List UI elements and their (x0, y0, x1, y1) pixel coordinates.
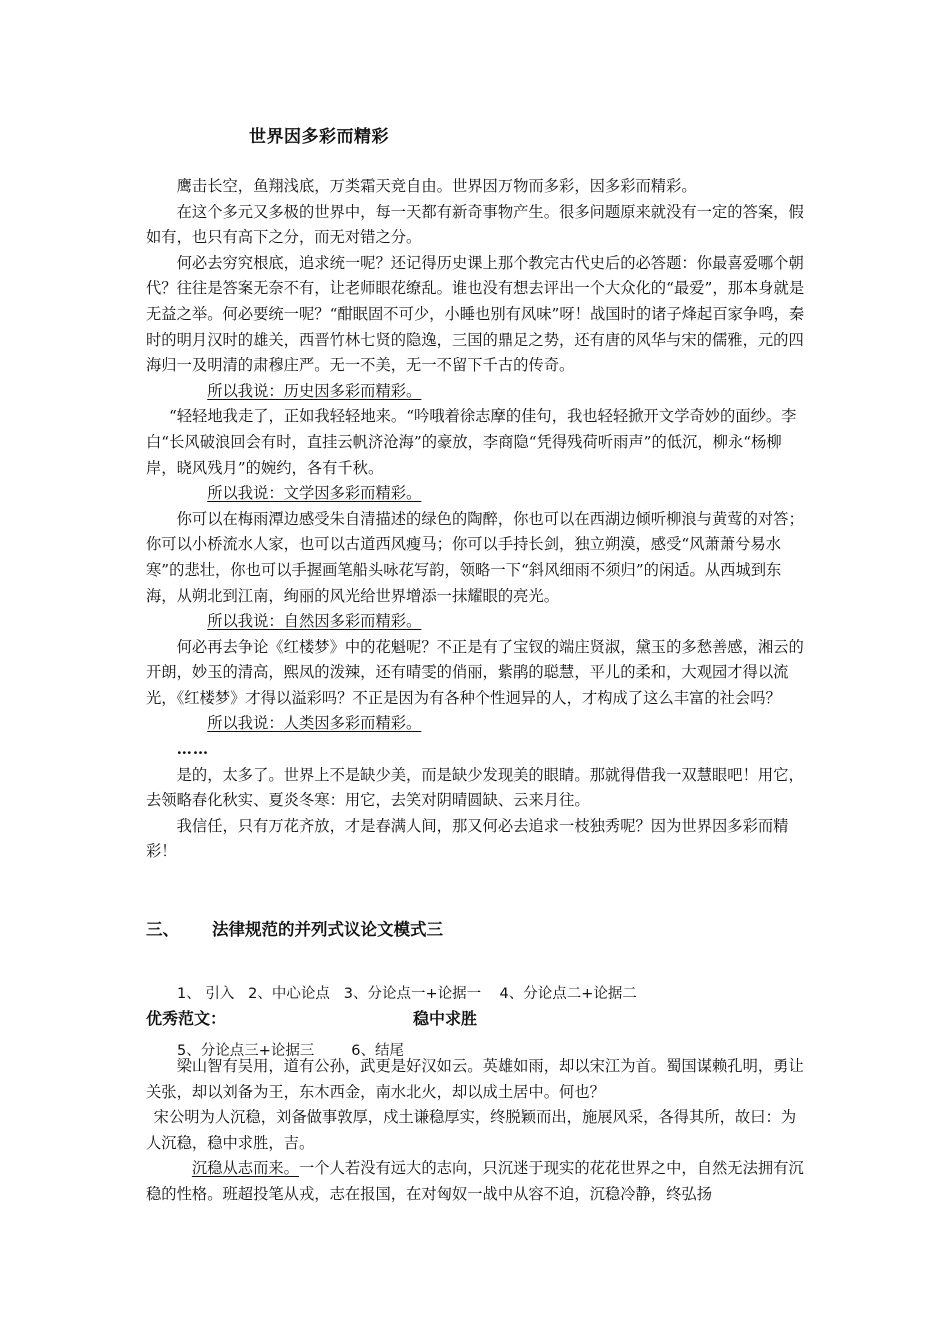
outline-line: 5、分论点三+论据三 6、结尾 (177, 1043, 404, 1059)
paragraph: 是的，太多了。世界上不是缺少美，而是缺少发现美的眼睛。那就得借我一双慧眼吧！用它，去领略春化秋实、夏炎冬寒：用它，去笑对阴晴圆缺、云来月往。 (146, 765, 804, 810)
paragraph: 你可以在梅雨潭边感受朱自清描述的绿色的陶醉，你也可以在西湖边倾听柳浪与黄莺的对答；你可以小桥流水人家，也可以古道西风瘦马；你可以手持长剑，独立朔漠，感受“风萧萧兮易水寒”的悲壮，你也可以手握画笔船头咏花写韵，领略一下“斜风细雨不须归”的闲适。从西城到东海，从朔北到江南，绚丽的风光给世界增添一抹耀眼的亮光。 (146, 509, 804, 605)
ellipsis: …… (176, 740, 210, 759)
paragraph: 何必再去争论《红楼梦》中的花魁呢？不正是有了宝钗的端庄贤淑，黛玉的多愁善感，湘云的开朗，妙玉的清高，熙凤的泼辣，还有晴雯的俏丽，紫鹃的聪慧，平儿的柔和，大观园才得以流光，《红楼梦》才得以溢彩吗？不正是因为有各种个性迥异的人，才构成了这么丰富的社会吗？ (146, 637, 804, 707)
summary-line (146, 379, 808, 405)
model-essay-title: 稳中求胜 (413, 1009, 478, 1028)
paragraph: 我信任，只有万花齐放，才是春满人间，那又何必去追求一枝独秀呢？因为世界因多彩而精彩！ (146, 816, 789, 861)
paragraph (146, 1156, 808, 1207)
essay-title: 世界因多彩而精彩 (249, 127, 389, 147)
section-heading (146, 916, 443, 940)
paragraph-rest: 一个人若没有远大的志向，只沉迷于现实的花花世界之中，自然无法拥有沉稳的性格。班超投笔从戎，志在报国，在对匈奴一战中从容不迫，沉稳冷静，终弘扬 (146, 1159, 804, 1203)
summary-text: 所以我说：人类因多彩而精彩。 (207, 714, 422, 733)
paragraph: 宋公明为人沉稳，刘备做事敦厚，戍土谦稳厚实，终脱颖而出，施展风采，各得其所，故曰：为人沉稳，稳中求胜，吉。 (146, 1108, 797, 1152)
thesis-underlined: 沉稳从志而来。 (191, 1159, 299, 1178)
essay-body (146, 174, 808, 865)
model-essay-label: 优秀范文： (146, 1009, 227, 1028)
outline-line: 1、 引入 2、中心论点 3、分论点一+论据一 4、分论点二+论据二 (177, 986, 637, 1002)
summary-line (146, 711, 808, 737)
summary-text: 所以我说：历史因多彩而精彩。 (207, 381, 422, 400)
section-title: 法律规范的并列式议论文模式三 (212, 920, 443, 939)
summary-text: 所以我说：自然因多彩而精彩。 (207, 612, 422, 631)
summary-line (146, 609, 808, 635)
paragraph: 鹰击长空，鱼翔浅底，万类霜天竞自由。世界因万物而多彩，因多彩而精彩。 (176, 177, 697, 195)
paragraph: 梁山智有吴用，道有公孙，武更是好汉如云。英雄如雨，却以宋江为首。蜀国谋赖孔明，勇让关张，却以刘备为王，东木西金，南水北火，却以成土居中。何也？ (146, 1057, 804, 1101)
section-number: 三、 (146, 920, 179, 939)
model-essay-body (146, 1054, 808, 1208)
paragraph: “轻轻地我走了，正如我轻轻地来。“吟哦着徐志摩的佳句，我也轻轻掀开文学奇妙的面纱。李白“长风破浪回会有时，直挂云帆济沧海”的豪放，李商隐“凭得残荷听雨声”的低沉，柳永“杨柳岸，晓风残月”的婉约，各有千秋。 (146, 407, 797, 477)
summary-line (146, 481, 808, 507)
paragraph: 在这个多元又多极的世界中，每一天都有新奇事物产生。很多问题原来就没有一定的答案，假如有，也只有高下之分，而无对错之分。 (146, 202, 804, 247)
paragraph: 何必去穷究根底，追求统一呢？还记得历史课上那个教完古代史后的必答题：你最喜爱哪个朝代？往往是答案无奈不有，让老师眼花缭乱。谁也没有想去评出一个大众化的“最爱”，那本身就是无益之举。何必要统一呢？“酣眠固不可少，小睡也别有风味”呀！战国时的诸子烽起百家争鸣，秦时的明月汉时的雄关，西晋竹林七贤的隐逸，三国的鼎足之势，还有唐的风华与宋的儒雅，元的四海归一及明清的肃穆庄严。无一不美，无一不留下千古的传奇。 (146, 253, 805, 375)
summary-text: 所以我说：文学因多彩而精彩。 (207, 484, 422, 503)
